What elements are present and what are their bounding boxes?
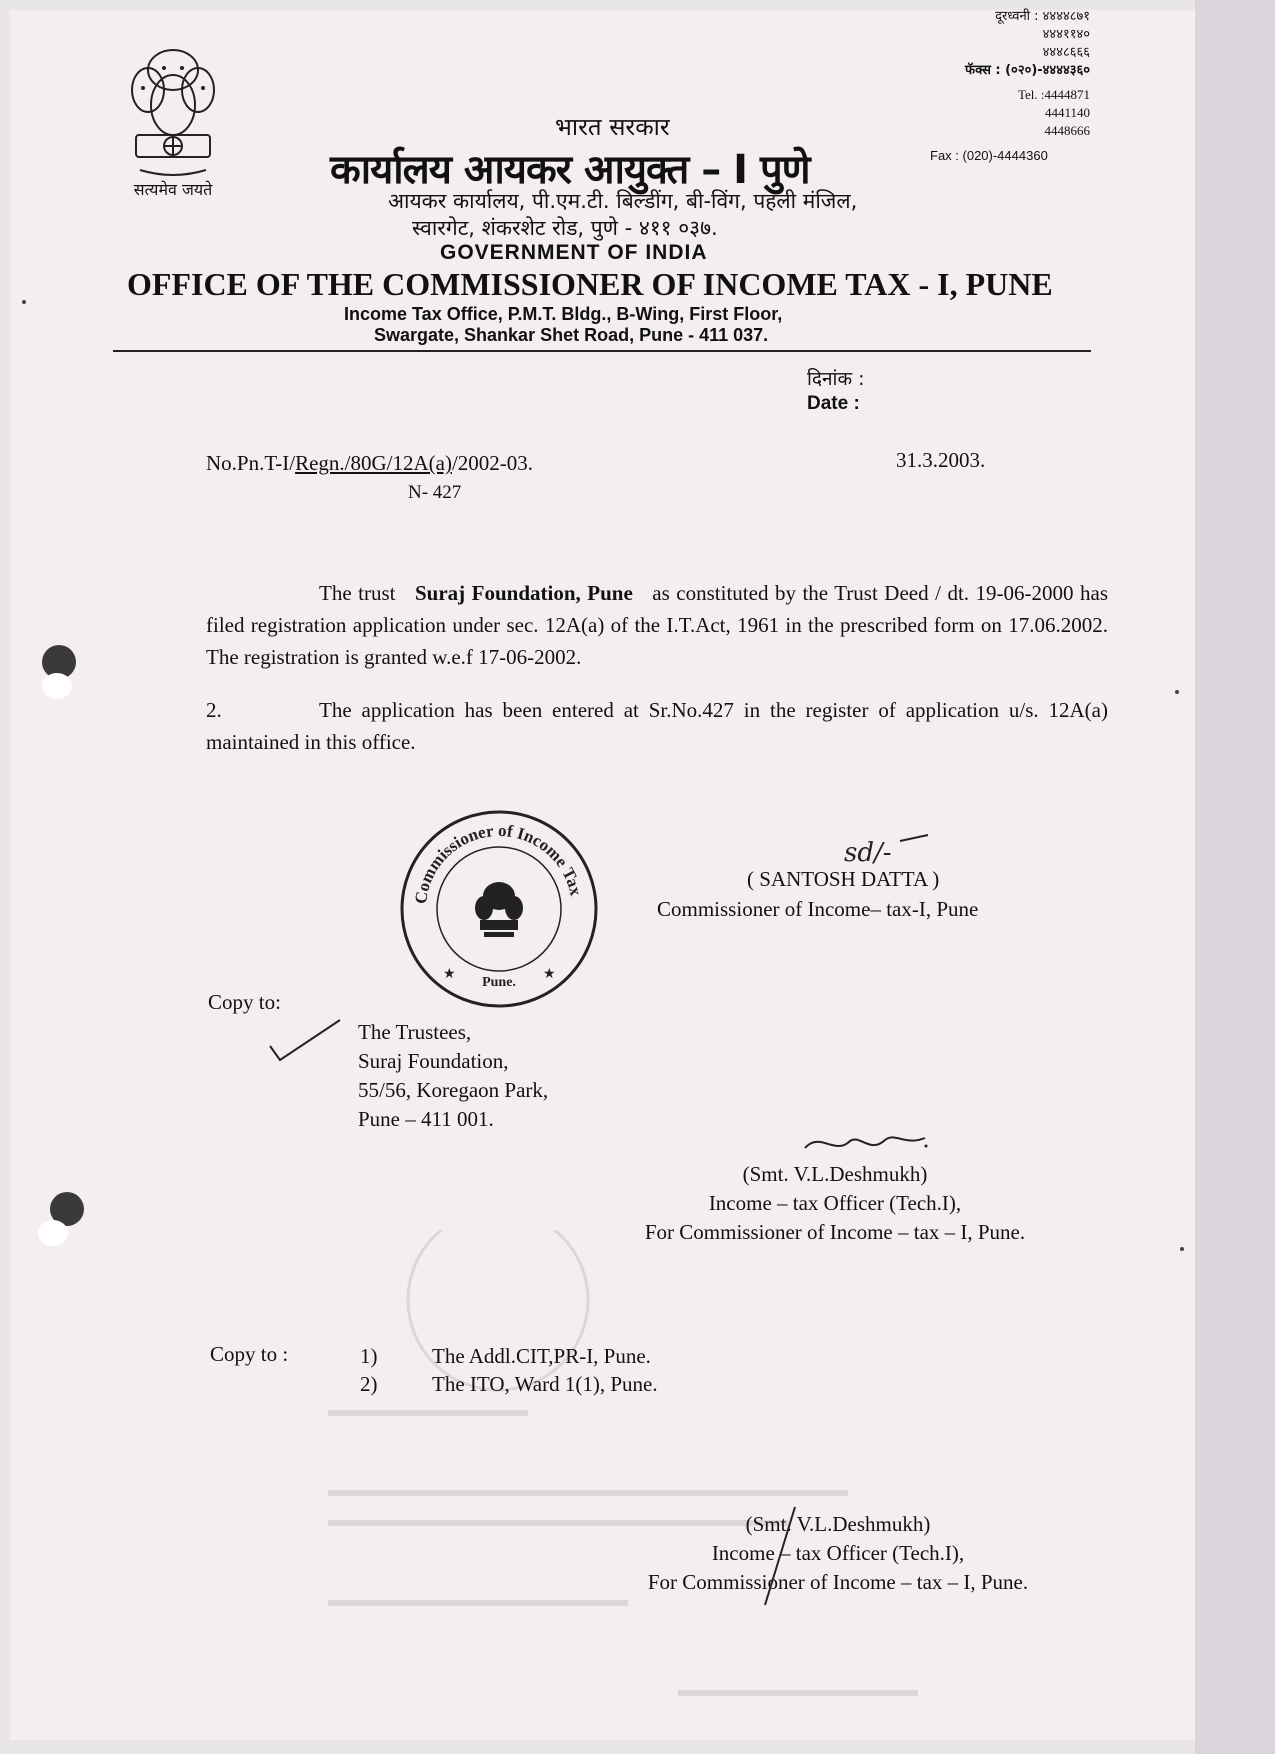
svg-text:★: ★ [443, 967, 456, 982]
speck [1180, 1247, 1184, 1251]
national-emblem-icon [118, 30, 228, 190]
signature-sd [842, 825, 932, 870]
speck [1175, 690, 1179, 694]
addressee-line: Suraj Foundation, [358, 1049, 509, 1073]
paragraph-2 [206, 694, 1108, 758]
signatory-2-for: For Commissioner of Income – tax – I, Pune. [644, 1220, 1026, 1244]
signatory-3-for: For Commissioner of Income – tax – I, Pune. [647, 1570, 1029, 1594]
phone-english-line: 4448666 [1044, 123, 1090, 138]
pen-stroke-mark [755, 1505, 805, 1610]
para1-intro: The trust [319, 581, 396, 605]
signature-sd-text: sd/- [844, 838, 892, 868]
paragraph-1 [206, 577, 1108, 673]
date-label-hindi: दिनांक : [807, 368, 865, 390]
punch-hole [42, 673, 72, 699]
copy-to-label-2: Copy to : [210, 1342, 289, 1366]
signatory-2-block [600, 1160, 1070, 1247]
seal-text-bottom: Pune. [482, 975, 516, 990]
seal-text-top: Commissioner of Income Tax [411, 820, 586, 906]
tick-mark-icon [268, 1018, 343, 1063]
signatory-2-title: Income – tax Officer (Tech.I), [708, 1191, 962, 1215]
copy-to-item-text: The Addl.CIT,PR-I, Pune. [432, 1344, 651, 1368]
phone-english-label: Tel. :4444871 [1017, 87, 1090, 102]
handwritten-signature [800, 1126, 930, 1161]
phone-hindi [925, 8, 1090, 80]
copy-to-item-number: 1) [360, 1344, 378, 1368]
signatory-1-title: Commissioner of Income– tax-I, Pune [657, 897, 979, 921]
speck [22, 300, 26, 304]
phone-hindi-line: ४४४८६६६ [1042, 45, 1090, 60]
signatory-3-name: (Smt. V.L.Deshmukh) [745, 1512, 931, 1536]
para1-rest: as constituted by the Trust Deed / dt. 19-06-2000 has filed registration application under sec. 12A(a) of the I.T.Act, 1961 in the prescribed form on 17.06.2002. The registration is granted w.e.f 17-06-2002. [206, 581, 1109, 669]
government-hindi: भारत सरकार [555, 113, 670, 141]
signatory-3-block [603, 1510, 1073, 1597]
trust-name: Suraj Foundation, Pune [414, 581, 633, 605]
addressee-line: 55/56, Koregaon Park, [358, 1078, 549, 1102]
page-edge-strip [1195, 0, 1275, 1754]
copy-to-label-1: Copy to: [208, 990, 281, 1014]
phone-english [985, 86, 1090, 140]
official-seal-stamp [398, 808, 600, 1010]
address-english-line1: Income Tax Office, P.M.T. Bldg., B-Wing, First Floor, [344, 304, 783, 324]
reference-suffix: /2002-03. [451, 451, 534, 475]
reference-date: 31.3.2003. [896, 448, 986, 472]
emblem-motto: सत्यमेव जयते [133, 180, 213, 199]
svg-text:★: ★ [543, 967, 556, 982]
addressee-block [358, 1018, 548, 1134]
address-hindi-line1: आयकर कार्यालय, पी.एम.टी. बिल्डींग, बी-विंग, पहली मंजिल, [388, 189, 858, 213]
signatory-2-name: (Smt. V.L.Deshmukh) [742, 1162, 928, 1186]
copy-to-item-number: 2) [360, 1372, 378, 1396]
office-title-english: OFFICE OF THE COMMISSIONER OF INCOME TAX - I, PUNE [127, 266, 1053, 302]
address-hindi-line2: स्वारगेट, शंकरशेट रोड, पुणे - ४११ ०३७. [412, 216, 718, 240]
copy-to-item [360, 1342, 658, 1370]
header-divider [113, 350, 1091, 352]
address-english-line2: Swargate, Shankar Shet Road, Pune - 411 037. [374, 325, 769, 345]
para2-number: 2. [206, 698, 222, 722]
signatory-3-title: Income – tax Officer (Tech.I), [711, 1541, 965, 1565]
phone-hindi-line: दूरध्वनी : ४४४४८७१ [995, 9, 1090, 24]
addressee-line: Pune – 411 001. [358, 1107, 494, 1131]
fax-hindi: फॅक्स : (०२०)-४४४४३६० [965, 63, 1090, 78]
addressee-line: The Trustees, [358, 1020, 472, 1044]
reference-prefix: No.Pn.T-I/ [206, 451, 296, 475]
reference-underlined: Regn./80G/12A(a) [295, 451, 452, 475]
phone-hindi-line: ४४४११४० [1042, 27, 1090, 42]
office-title-hindi: कार्यालय आयकर आयुक्त – I पुणे [330, 147, 810, 193]
government-english: GOVERNMENT OF INDIA [440, 241, 708, 264]
bleed-through-texture [238, 1230, 1078, 1730]
copy-to-item-text: The ITO, Ward 1(1), Pune. [432, 1372, 658, 1396]
para2-text: The application has been entered at Sr.No.427 in the register of application u/s. 12A(a) maintained in this office. [206, 698, 1108, 754]
date-label-english: Date : [807, 393, 860, 414]
copy-to-list [360, 1342, 658, 1398]
punch-hole [38, 1220, 68, 1246]
copy-to-item [360, 1370, 658, 1398]
reference-sub-number: N- 427 [408, 482, 462, 503]
signatory-1-name: ( SANTOSH DATTA ) [747, 867, 940, 891]
reference-number [206, 451, 533, 476]
phone-english-line: 4441140 [1044, 105, 1090, 120]
fax-english: Fax : (020)-4444360 [930, 148, 1048, 163]
